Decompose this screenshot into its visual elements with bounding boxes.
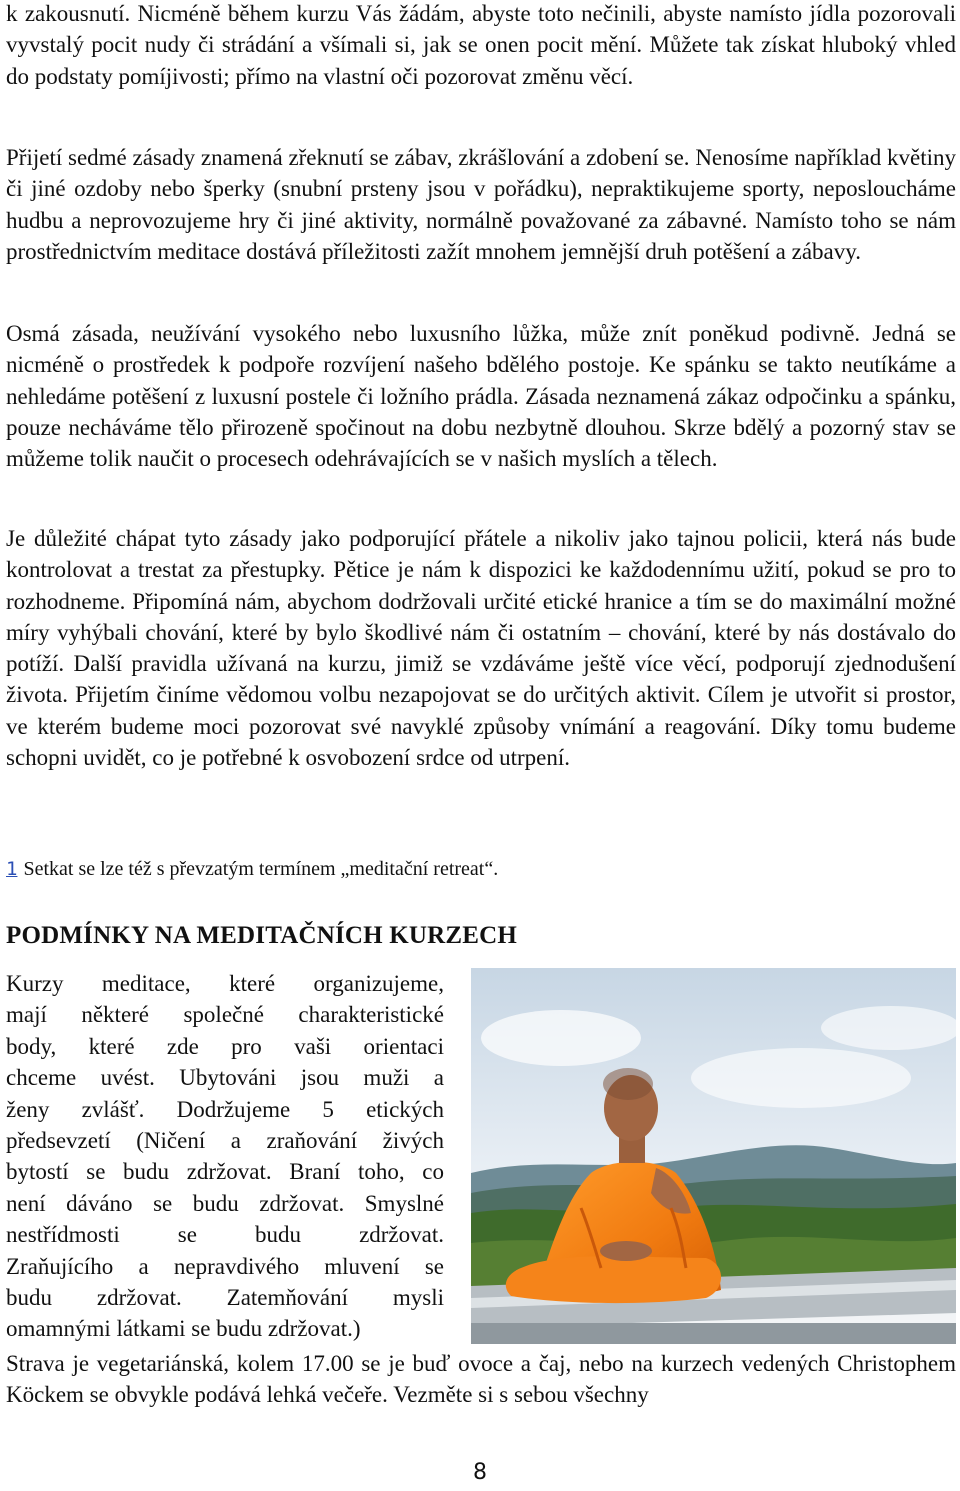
column-line: nestřídmosti se budu zdržovat. [6, 1222, 444, 1248]
column-line: omamnými látkami se budu zdržovat.) [6, 1316, 361, 1342]
paragraph-1: k zakousnutí. Nicméně během kurzu Vás žádám, abyste toto nečinili, abyste namísto jídla pozorovali vyvstalý pocit nudy či strádání a všímali si, jak se onen pocit mění. Můžete tak získat hluboký vhled do podstaty pomíjivosti; přímo na vlastní oči pozorovat změnu věcí. [6, 1, 956, 89]
meditating-monk-photo [471, 968, 956, 1344]
paragraph-3: Osmá zásada, neužívání vysokého nebo luxusního lůžka, může znít poněkud podivně. Jedná se nicméně o prostředek k podpoře rozvíjení našeho bdělého postoje. Ke spánku se takto neutíkáme a nehledáme potěšení z luxusní postele či ložního prádla. Zásada neznamená zákaz odpočinku a spánku, pouze necháváme tělo přirozeně spočinout na dobu nezbytně dlouhou. Skrze bdělý a pozorný stav se můžeme tolik naučit o procesech odehrávajících se v našich myslích a tělech. [6, 321, 956, 472]
column-line: není dáváno se budu zdržovat. Smyslné [6, 1190, 444, 1216]
column-line: mají některé společné charakteristické [6, 1002, 444, 1028]
paragraph-2: Přijetí sedmé zásady znamená zřeknutí se zábav, zkrášlování a zdobení se. Nenosíme například květiny či jiné ozdoby nebo šperky (snubní prsteny jsou v pořádku), nepraktikujeme sporty, neposloucháme hudbu a neprovozujeme hry či jiné aktivity, normálně považované za zábavné. Namísto toho se nám prostřednictvím meditace dostává příležitosti zažít mnohem jemnější druh potěšení a zábavy. [6, 145, 956, 264]
column-line: Kurzy meditace, které organizujeme, [6, 971, 444, 996]
column-line: Zraňujícího a nepravdivého mluvení se [6, 1253, 444, 1279]
column-line: ženy zvlášť. Dodržujeme 5 etických [6, 1096, 444, 1122]
footnote-link[interactable]: 1 [6, 858, 18, 880]
column-line: předsevzetí (Ničení a zraňování živých [6, 1128, 444, 1153]
column-line: chceme uvést. Ubytováni jsou muži a [6, 1065, 444, 1091]
column-line: bytostí se budu zdržovat. Braní toho, co [6, 1159, 444, 1185]
section-heading: PODMÍNKY NA MEDITAČNÍCH KURZECH [6, 922, 518, 949]
footnote [6, 856, 498, 882]
footnote-text: Setkat se lze též s převzatým termínem „meditační retreat“. [23, 858, 499, 880]
page-number: 8 [473, 1460, 487, 1485]
column-line: body, které zde pro vaši orientaci [6, 1033, 444, 1059]
paragraph-4: Je důležité chápat tyto zásady jako podporující přátele a nikoliv jako tajnou policii, která nás bude kontrolovat a trestat za přestupky. Pětice je nám k dispozici ke každodennímu užití, pokud se pro to rozhodneme. Připomíná nám, abychom dodržovali určité etické hranice a tím se do maximální možné míry vyhýbali chování, které by bylo škodlivé nám či ostatním – chování, které by nás dostávalo do potíží. Další pravidla užívaná na kurzu, jimiž se vzdáváme ještě více věcí, podporují zjednodušení života. Přijetím činíme vědomou volbu nezapojovat se do určitých aktivit. Cílem je utvořit si prostor, ve kterém budeme moci pozorovat své navyklé způsoby vnímání a reagování. Díky tomu budeme schopni uvidět, co je potřebné k osvobození srdce od utrpení. [6, 526, 956, 771]
column-line: budu zdržovat. Zatemňování mysli [6, 1285, 444, 1310]
closing-paragraph: Strava je vegetariánská, kolem 17.00 se je buď ovoce a čaj, nebo na kurzech vedených Christophem Köckem se obvykle podává lehká večeře. Vezměte si s sebou všechny [6, 1351, 956, 1408]
